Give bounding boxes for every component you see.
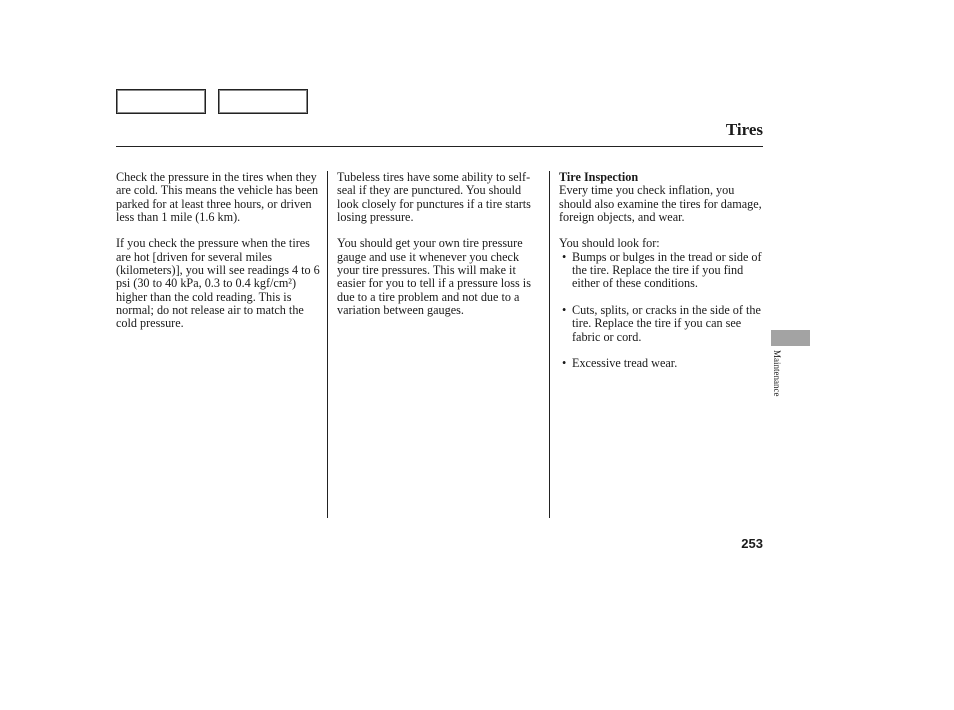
page-number: 253 — [741, 536, 763, 551]
column-2 — [337, 171, 543, 331]
list-item: • Bumps or bulges in the tread or side of the tire. Replace the tire if you find either of these conditions. — [559, 251, 765, 291]
paragraph: Check the pressure in the tires when they are cold. This means the vehicle has been parked for at least three hours, or driven less than 1 mile (1.6 km). — [116, 170, 319, 224]
paragraph: Tubeless tires have some ability to self-seal if they are punctured. You should look closely for punctures if a tire starts losing pressure. — [337, 170, 531, 224]
paragraph: You should get your own tire pressure gauge and use it whenever you check your tire pressures. This will make it easier for you to tell if a pressure loss is due to a tire problem and not due to a variation between gauges. — [337, 236, 531, 317]
column-divider — [549, 171, 550, 518]
paragraph: Every time you check inflation, you should also examine the tires for damage, foreign objects, and wear. — [559, 183, 762, 224]
page-title: Tires — [725, 120, 763, 139]
paragraph: If you check the pressure when the tires are hot [driven for several miles (kilometers)], you will see readings 4 to 6 psi (30 to 40 kPa, 0.3 to 0.4 kgf/cm²) higher than the cold reading. This is normal; do not release air to match the cold pressure. — [116, 236, 320, 331]
section-label: Maintenance — [772, 350, 782, 397]
list-item: • Cuts, splits, or cracks in the side of the tire. Replace the tire if you can see fabric or cord. — [559, 304, 765, 344]
list-lead: You should look for: — [559, 236, 660, 251]
column-1 — [116, 171, 322, 344]
section-tab — [771, 330, 810, 346]
section-heading: Tire Inspection — [559, 170, 639, 184]
bullet-list — [559, 251, 765, 371]
nav-button-next[interactable] — [218, 89, 308, 114]
nav-button-previous[interactable] — [116, 89, 206, 114]
column-3 — [559, 171, 765, 384]
header-rule — [116, 146, 763, 147]
list-item: • Excessive tread wear. — [559, 357, 765, 370]
column-divider — [327, 171, 328, 518]
